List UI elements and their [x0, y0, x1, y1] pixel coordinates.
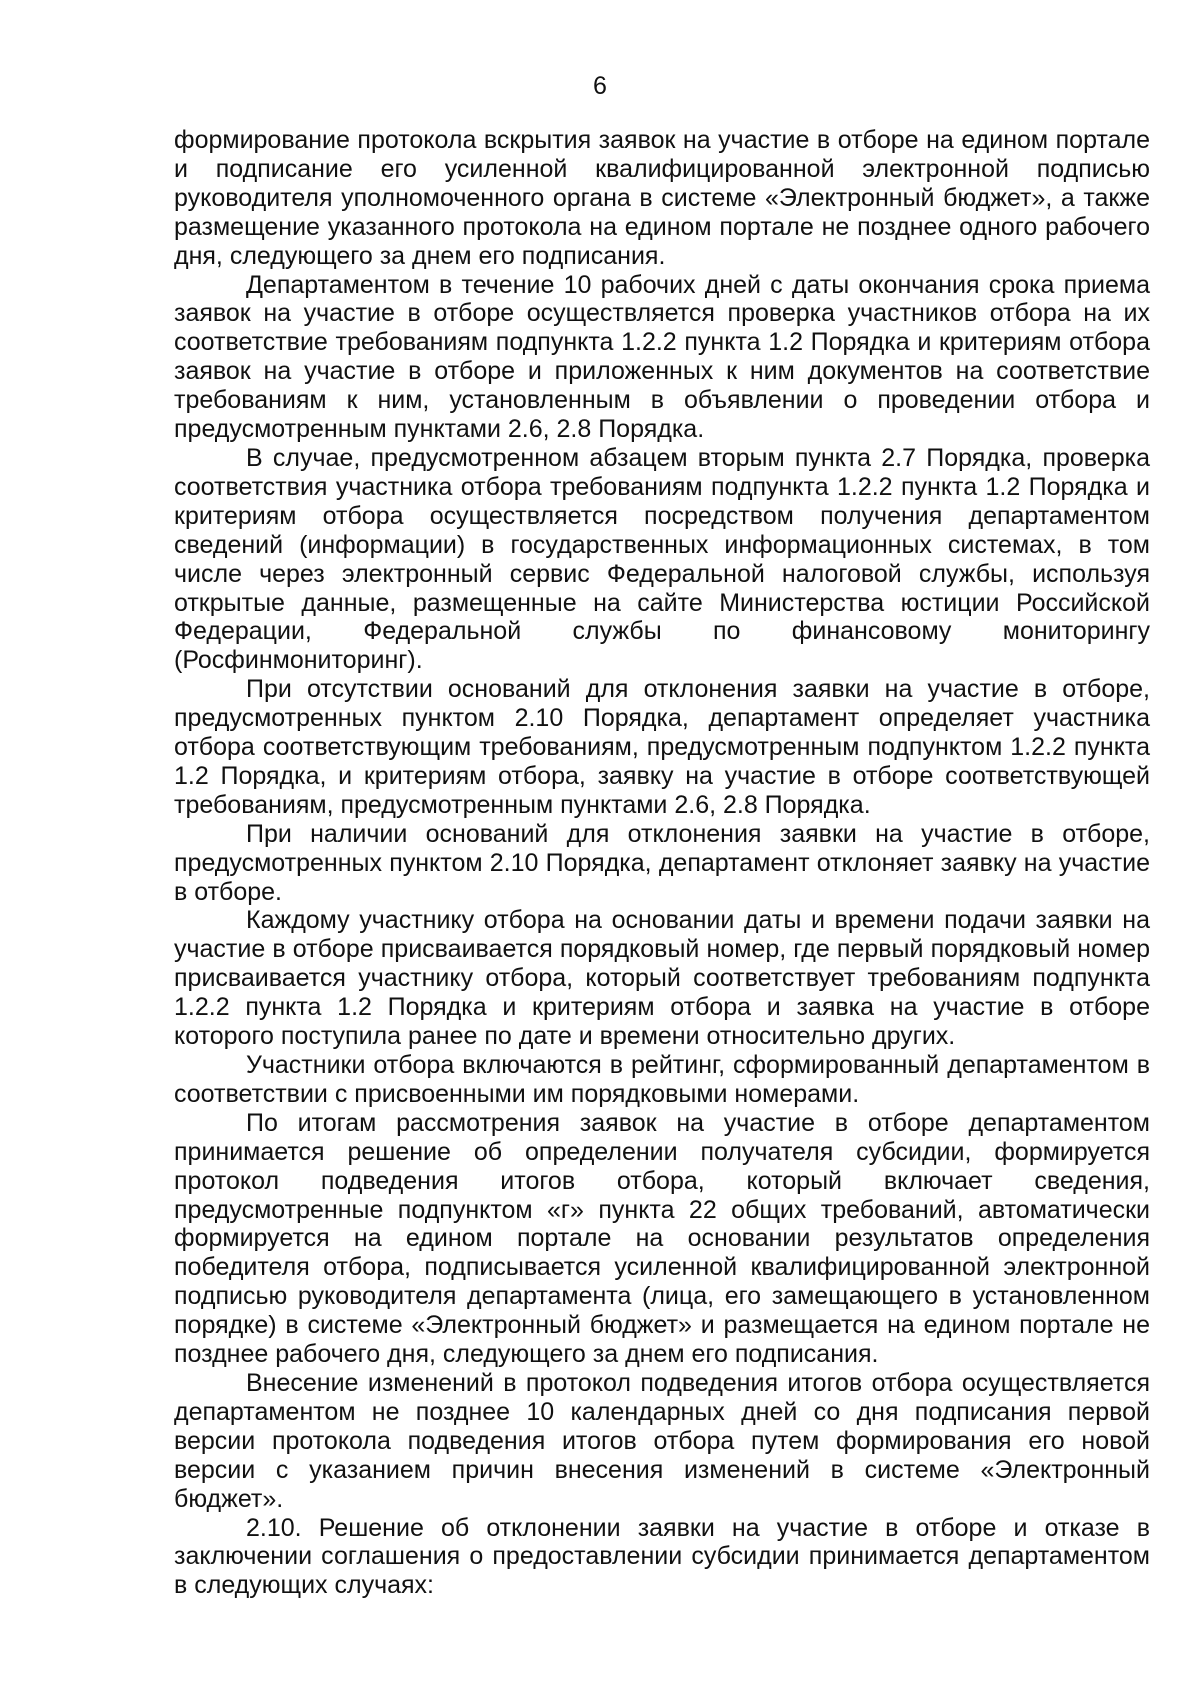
paragraph-rejection-grounds: При наличии оснований для отклонения заявки на участие в отборе, предусмотренных пунктом 2.10 Порядка, департамент отклоняет заявку на участие в отборе.: [174, 819, 1150, 906]
paragraph-protocol-changes: Внесение изменений в протокол подведения итогов отбора осуществляется департаментом не позднее 10 календарных дней со дня подписания первой версии протокола подведения итогов отбора путем формирования его новой версии с указанием причин внесения изменений в системе «Электронный бюджет».: [174, 1368, 1150, 1513]
paragraph-no-grounds: При отсутствии оснований для отклонения заявки на участие в отборе, предусмотренных пунктом 2.10 Порядка, департамент определяет участника отбора соответствующим требованиям, предусмотренным подпунктом 1.2.2 пункта 1.2 Порядка, и критериям отбора, заявку на участие в отборе соответствующей требованиям, предусмотренным пунктами 2.6, 2.8 Порядка.: [174, 675, 1150, 819]
page-number: 6: [593, 72, 607, 100]
paragraph-sequence-number: Каждому участнику отбора на основании даты и времени подачи заявки на участие в отборе присваивается порядковый номер, где первый порядковый номер присваивается участнику отбора, который соответствует требованиям подпункта 1.2.2 пункта 1.2 Порядка и критериям отбора и заявка на участие в отборе которого поступила ранее по дате и времени относительно других.: [174, 906, 1150, 1051]
paragraph-verification: Департаментом в течение 10 рабочих дней с даты окончания срока приема заявок на участие в отборе осуществляется проверка участников отбора на их соответствие требованиям подпункта 1.2.2 пункта 1.2 Порядка и критериям отбора заявок на участие в отборе и приложенных к ним документов на соответствие требованиям к ним, установленным в объявлении о проведении отбора и предусмотренным пунктами 2.6, 2.8 Порядка.: [174, 270, 1150, 444]
paragraph-rating: Участники отбора включаются в рейтинг, сформированный департаментом в соответствии с присвоенными им порядковыми номерами.: [174, 1051, 1150, 1108]
paragraph-info-systems-check: В случае, предусмотренном абзацем вторым пункта 2.7 Порядка, проверка соответствия участника отбора требованиям подпункта 1.2.2 пункта 1.2 Порядка и критериям отбора осуществляется посредством получения департаментом сведений (информации) в государственных информационных системах, в том числе через электронный сервис Федеральной налоговой службы, используя открытые данные, размещенные на сайте Министерства юстиции Российской Федерации, Федеральной службы по финансовому мониторингу (Росфинмониторинг).: [174, 443, 1150, 675]
paragraph-continuation: формирование протокола вскрытия заявок на участие в отборе на едином портале и подписание его усиленной квалифицированной электронной подписью руководителя уполномоченного органа в системе «Электронный бюджет», а также размещение указанного протокола на едином портале не позднее одного рабочего дня, следующего за днем его подписания.: [174, 126, 1150, 270]
paragraph-results-protocol: По итогам рассмотрения заявок на участие в отборе департаментом принимается решение об определении получателя субсидии, формируется протокол подведения итогов отбора, который включает сведения, предусмотренные подпунктом «г» пункта 22 общих требований, автоматически формируется на едином портале на основании результатов определения победителя отбора, подписывается усиленной квалифицированной электронной подписью руководителя департамента (лица, его замещающего в установленном порядке) в системе «Электронный бюджет» и размещается на едином портале не позднее рабочего дня, следующего за днем его подписания.: [174, 1108, 1150, 1369]
paragraph-section-2-10: 2.10. Решение об отклонении заявки на участие в отборе и отказе в заключении соглашения о предоставлении субсидии принимается департаментом в следующих случаях:: [174, 1513, 1150, 1600]
document-body: [174, 126, 1150, 1600]
